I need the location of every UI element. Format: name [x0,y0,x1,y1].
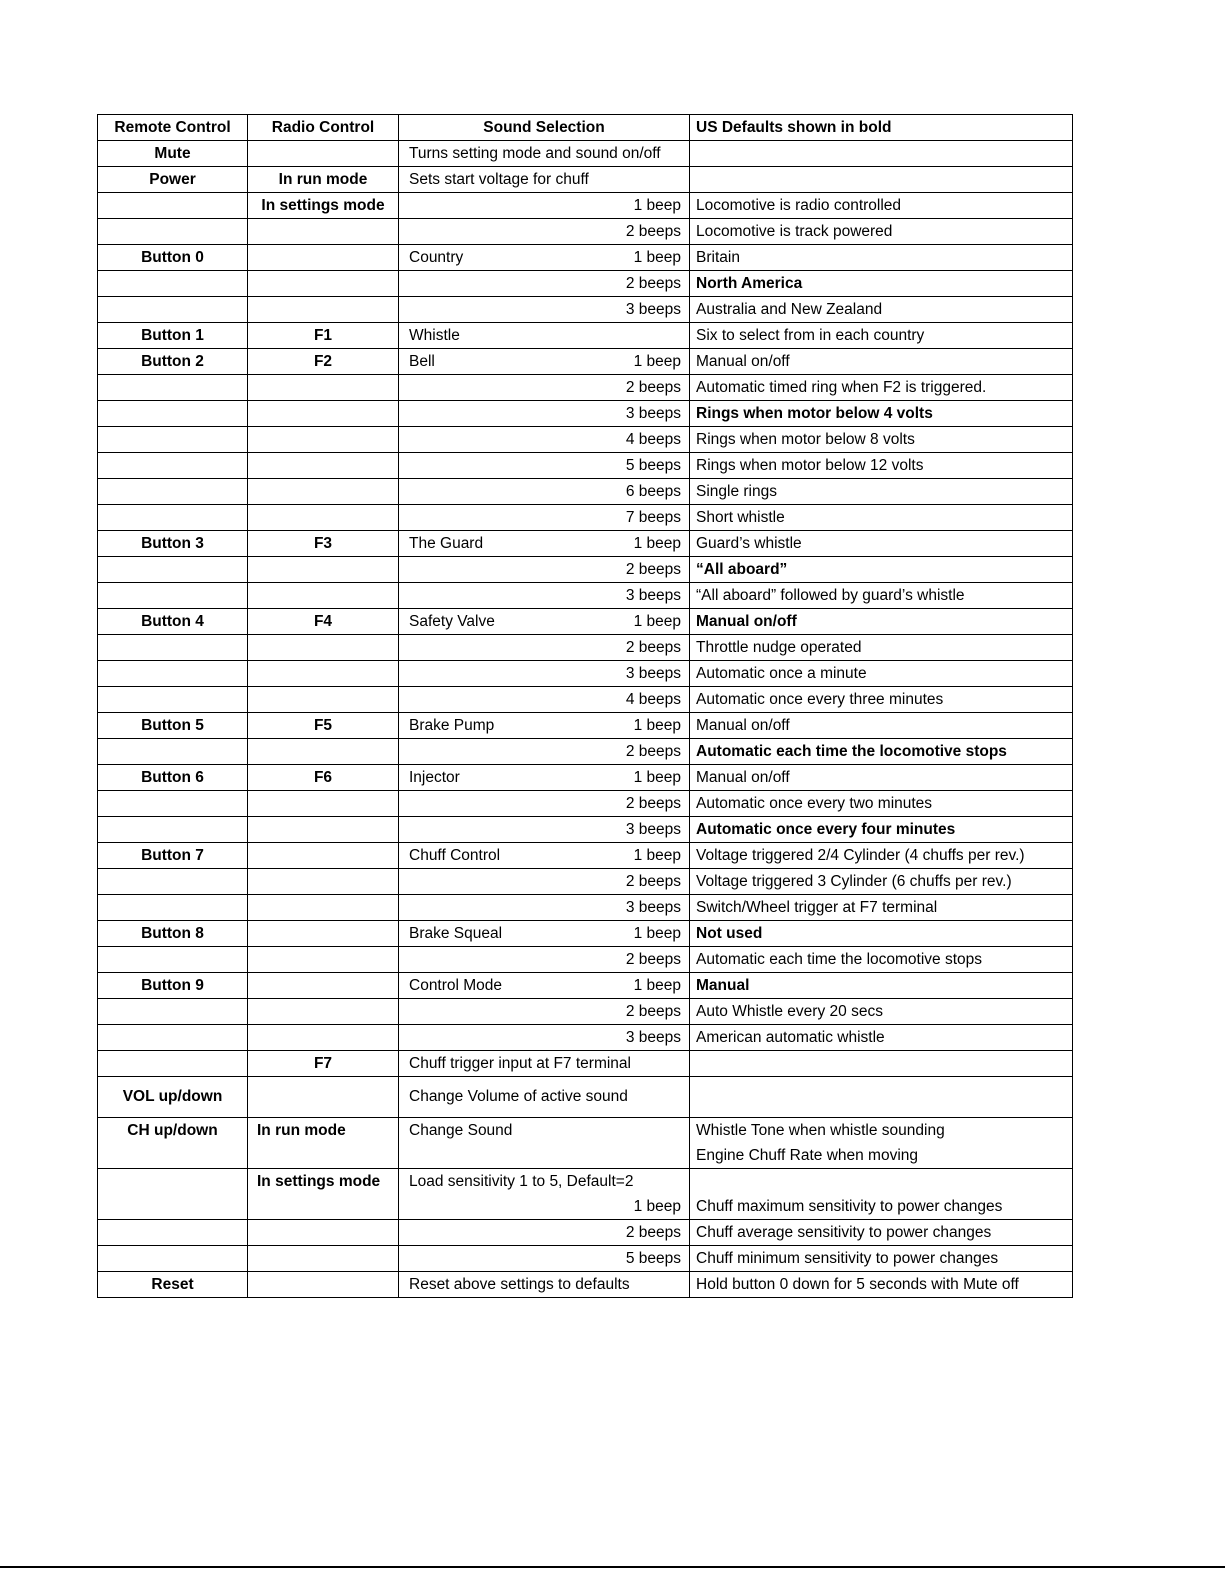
sound-selection-cell [399,739,690,765]
sound-selection-cell [399,947,690,973]
table-row [98,219,1073,245]
remote-control-cell: Button 1 [98,323,248,349]
remote-control-cell [98,1025,248,1051]
remote-control-cell [98,427,248,453]
radio-control-cell: F6 [248,765,399,791]
us-default-cell [690,1077,1073,1118]
sound-selection-cell [399,635,690,661]
sound-selection-cell [399,271,690,297]
beep-count: 4 beeps [625,691,681,708]
sound-selection-cell [399,245,690,271]
beep-count: 6 beeps [625,483,681,500]
us-default-cell: Manual on/off [690,765,1073,791]
us-default-cell: Single rings [690,479,1073,505]
radio-control-cell [248,999,399,1025]
radio-control-cell [248,427,399,453]
table-body [98,115,1073,1298]
table-row [98,947,1073,973]
remote-control-cell [98,297,248,323]
radio-control-cell [248,453,399,479]
beep-count: 2 beeps [625,873,681,890]
sound-selection-cell [399,1077,690,1118]
settings-table [97,114,1073,1298]
us-default-cell: Britain [690,245,1073,271]
radio-control-cell [248,401,399,427]
us-default-cell: Automatic once a minute [690,661,1073,687]
sound-selection-cell [399,427,690,453]
sound-selection-label: Change Volume of active sound [409,1088,628,1105]
beep-count: 3 beeps [625,1029,681,1046]
table-row [98,505,1073,531]
sound-selection-label: Brake Pump [409,717,495,734]
us-default-cell: Chuff average sensitivity to power changes [690,1220,1073,1246]
remote-control-cell: Button 7 [98,843,248,869]
sound-selection-label: Sets start voltage for chuff [409,171,589,188]
sound-selection-cell [399,895,690,921]
table-row [98,193,1073,219]
sound-selection-cell [399,973,690,999]
radio-control-cell [248,375,399,401]
table-row [98,791,1073,817]
page-bottom-rule [0,1566,1225,1568]
sound-selection-label: Turns setting mode and sound on/off [409,145,661,162]
sound-selection-label: Chuff Control [409,847,501,864]
sound-selection-cell [399,687,690,713]
sound-selection-cell [399,167,690,193]
sound-selection-cell [399,765,690,791]
us-default-cell: Manual [690,973,1073,999]
beep-count: 1 beep [633,613,681,630]
sound-selection-cell [399,1025,690,1051]
beep-count: 2 beeps [625,1224,681,1241]
beep-count: 1 beep [633,535,681,552]
remote-control-cell [98,817,248,843]
table-row [98,973,1073,999]
radio-control-cell [248,869,399,895]
table-row [98,1246,1073,1272]
us-default-line: Whistle Tone when whistle sounding [696,1122,945,1139]
remote-control-cell [98,479,248,505]
remote-control-cell [98,271,248,297]
sound-selection-label: Safety Valve [409,613,495,630]
beep-count: 1 beep [633,197,681,214]
remote-control-cell [98,895,248,921]
beep-count: 5 beeps [625,1250,681,1267]
remote-control-cell [98,219,248,245]
remote-control-cell: Button 3 [98,531,248,557]
radio-control-cell [248,1077,399,1118]
us-default-cell: North America [690,271,1073,297]
us-default-cell: Auto Whistle every 20 secs [690,999,1073,1025]
beep-count: 1 beep [633,847,681,864]
sound-selection-cell [399,999,690,1025]
sound-selection-cell [399,1246,690,1272]
header-remote-control: Remote Control [98,115,248,141]
radio-control-cell [248,1025,399,1051]
beep-count: 3 beeps [625,821,681,838]
radio-control-cell [248,141,399,167]
radio-control-cell [248,791,399,817]
table-row [98,817,1073,843]
table-row [98,661,1073,687]
radio-control-cell [248,973,399,999]
radio-control-cell: F3 [248,531,399,557]
radio-control-cell: F2 [248,349,399,375]
radio-control-cell [248,1220,399,1246]
remote-control-cell: Button 9 [98,973,248,999]
table-row [98,323,1073,349]
remote-control-cell [98,1051,248,1077]
sound-selection-cell [399,479,690,505]
table-row [98,401,1073,427]
us-default-cell: Guard’s whistle [690,531,1073,557]
us-default-cell [690,1169,1073,1220]
us-default-cell: Voltage triggered 2/4 Cylinder (4 chuffs per rev.) [690,843,1073,869]
radio-control-cell [248,505,399,531]
sound-selection-label: Change Sound [409,1122,513,1139]
sound-selection-cell [399,1118,690,1169]
us-default-cell: Automatic once every three minutes [690,687,1073,713]
us-default-cell: Automatic each time the locomotive stops [690,947,1073,973]
radio-control-cell [248,1246,399,1272]
us-default-cell: Rings when motor below 4 volts [690,401,1073,427]
sound-selection-cell [399,349,690,375]
table-row [98,479,1073,505]
radio-control-cell: F4 [248,609,399,635]
radio-control-cell [248,583,399,609]
table-row [98,869,1073,895]
table-row [98,1051,1073,1077]
beep-count: 2 beeps [625,951,681,968]
table-row [98,167,1073,193]
radio-control-cell [248,739,399,765]
radio-control-cell [248,843,399,869]
table-row [98,609,1073,635]
beep-count: 2 beeps [625,795,681,812]
remote-control-cell [98,375,248,401]
radio-control-cell: In settings mode [248,193,399,219]
sound-selection-label: The Guard [409,535,484,552]
table-row [98,557,1073,583]
radio-control-cell [248,817,399,843]
beep-count: 4 beeps [625,431,681,448]
sound-selection-cell [399,453,690,479]
table-row [98,921,1073,947]
beep-count: 2 beeps [625,379,681,396]
sound-selection-cell [399,297,690,323]
us-default-cell: Locomotive is track powered [690,219,1073,245]
sound-selection-label: Injector [409,769,460,786]
radio-control-cell [248,245,399,271]
remote-control-cell [98,193,248,219]
beep-count: 2 beeps [625,275,681,292]
us-default-cell [690,1051,1073,1077]
us-default-cell: Automatic each time the locomotive stops [690,739,1073,765]
radio-control-cell [248,297,399,323]
us-default-spacer [696,1169,1066,1194]
table-row [98,141,1073,167]
remote-control-cell [98,869,248,895]
sound-selection-cell [399,609,690,635]
sound-selection-label: Bell [409,353,435,370]
table-row [98,687,1073,713]
sound-selection-cell [399,375,690,401]
table-row [98,713,1073,739]
us-default-cell: Manual on/off [690,609,1073,635]
radio-control-cell [248,635,399,661]
remote-control-cell: VOL up/down [98,1077,248,1118]
remote-control-cell: Button 2 [98,349,248,375]
radio-control-cell [248,947,399,973]
beep-count: 2 beeps [625,1003,681,1020]
beep-count: 3 beeps [625,899,681,916]
table-row [98,1077,1073,1118]
table-row [98,531,1073,557]
remote-control-cell [98,1220,248,1246]
sound-selection-cell [399,1051,690,1077]
remote-control-cell [98,947,248,973]
remote-control-cell [98,1169,248,1220]
beep-count: 1 beep [633,977,681,994]
sound-selection-cell [399,921,690,947]
us-default-cell: Automatic once every two minutes [690,791,1073,817]
radio-control-cell [248,557,399,583]
sound-selection-cell [399,1169,690,1220]
sound-selection-cell [399,531,690,557]
sound-selection-cell [399,583,690,609]
table-row [98,1025,1073,1051]
remote-control-cell [98,505,248,531]
table-row [98,765,1073,791]
radio-control-cell [248,687,399,713]
us-default-cell: Voltage triggered 3 Cylinder (6 chuffs per rev.) [690,869,1073,895]
beep-count: 1 beep [633,717,681,734]
us-default-cell: Automatic once every four minutes [690,817,1073,843]
beep-count: 5 beeps [625,457,681,474]
sound-selection-label: Country [409,249,464,266]
table-row [98,271,1073,297]
table-row [98,453,1073,479]
us-default-cell [690,167,1073,193]
us-default-cell: Switch/Wheel trigger at F7 terminal [690,895,1073,921]
table-row [98,297,1073,323]
beep-count: 3 beeps [625,301,681,318]
sound-selection-label: Load sensitivity 1 to 5, Default=2 [409,1173,634,1190]
sound-selection-cell [399,141,690,167]
table-row [98,1118,1073,1169]
us-default-cell: Throttle nudge operated [690,635,1073,661]
sound-selection-label: Brake Squeal [409,925,503,942]
sound-selection-cell [399,323,690,349]
beep-count: 2 beeps [625,223,681,240]
us-default-cell: Rings when motor below 12 volts [690,453,1073,479]
us-default-cell: Australia and New Zealand [690,297,1073,323]
beep-count: 7 beeps [625,509,681,526]
sound-selection-cell [399,557,690,583]
us-default-cell: Rings when motor below 8 volts [690,427,1073,453]
table-row [98,1272,1073,1298]
us-default-cell [690,1118,1073,1169]
table-row [98,739,1073,765]
beep-count: 1 beep [633,925,681,942]
beep-count: 3 beeps [625,665,681,682]
table-row [98,349,1073,375]
table-header-row [98,115,1073,141]
radio-control-cell [248,271,399,297]
us-default-cell: American automatic whistle [690,1025,1073,1051]
us-default-cell: “All aboard” followed by guard’s whistle [690,583,1073,609]
remote-control-cell [98,401,248,427]
us-default-cell: Locomotive is radio controlled [690,193,1073,219]
table-row [98,635,1073,661]
sound-selection-cell [399,193,690,219]
remote-control-cell: Reset [98,1272,248,1298]
us-default-cell [690,141,1073,167]
beep-count: 3 beeps [625,587,681,604]
header-radio-control: Radio Control [248,115,399,141]
us-default-cell: Manual on/off [690,713,1073,739]
us-default-cell: Chuff minimum sensitivity to power changes [690,1246,1073,1272]
sound-selection-label: Control Mode [409,977,503,994]
radio-control-cell [248,921,399,947]
remote-control-cell: Button 4 [98,609,248,635]
remote-control-cell [98,791,248,817]
beep-count: 2 beeps [625,561,681,578]
radio-control-cell: F1 [248,323,399,349]
us-default-line: Chuff maximum sensitivity to power changes [696,1198,1003,1215]
radio-control-cell [248,1272,399,1298]
radio-control-cell [248,661,399,687]
header-sound-selection: Sound Selection [399,115,690,141]
us-default-cell: “All aboard” [690,557,1073,583]
sound-selection-cell [399,843,690,869]
sound-selection-cell [399,661,690,687]
us-default-cell: Automatic timed ring when F2 is triggered. [690,375,1073,401]
table-row [98,427,1073,453]
remote-control-cell [98,999,248,1025]
us-default-cell: Hold button 0 down for 5 seconds with Mute off [690,1272,1073,1298]
table-row [98,1169,1073,1220]
beep-count: 1 beep [633,769,681,786]
sound-selection-label: Reset above settings to defaults [409,1276,630,1293]
radio-control-cell [248,479,399,505]
header-us-defaults: US Defaults shown in bold [690,115,1073,141]
remote-control-cell: Button 8 [98,921,248,947]
sound-selection-cell [399,713,690,739]
remote-control-cell [98,557,248,583]
beep-count: 3 beeps [625,405,681,422]
table-row [98,895,1073,921]
remote-control-cell: Button 6 [98,765,248,791]
remote-control-cell: Power [98,167,248,193]
us-default-cell: Not used [690,921,1073,947]
sound-selection-label: Whistle [409,327,460,344]
remote-control-cell [98,687,248,713]
remote-control-cell: Button 0 [98,245,248,271]
radio-control-cell: F5 [248,713,399,739]
radio-control-cell: In run mode [248,167,399,193]
us-default-line: Engine Chuff Rate when moving [696,1147,919,1164]
sound-selection-cell [399,401,690,427]
sound-selection-cell [399,505,690,531]
sound-selection-cell [399,219,690,245]
radio-control-cell: In run mode [248,1118,399,1169]
sound-selection-cell [399,817,690,843]
sound-selection-cell [399,869,690,895]
us-default-cell: Short whistle [690,505,1073,531]
remote-control-cell [98,1246,248,1272]
us-default-cell: Six to select from in each country [690,323,1073,349]
remote-control-cell [98,583,248,609]
beep-count: 2 beeps [625,639,681,656]
beep-count: 1 beep [633,1198,681,1215]
table-row [98,1220,1073,1246]
remote-control-cell: CH up/down [98,1118,248,1169]
radio-control-cell [248,219,399,245]
table-row [98,375,1073,401]
sound-selection-label: Chuff trigger input at F7 terminal [409,1055,631,1072]
remote-control-cell: Mute [98,141,248,167]
radio-control-cell: F7 [248,1051,399,1077]
remote-control-cell [98,453,248,479]
beep-count: 1 beep [633,249,681,266]
us-default-cell: Manual on/off [690,349,1073,375]
remote-control-cell: Button 5 [98,713,248,739]
remote-control-cell [98,739,248,765]
remote-control-cell [98,661,248,687]
table-row [98,843,1073,869]
table-row [98,999,1073,1025]
beep-count: 2 beeps [625,743,681,760]
sound-selection-cell [399,1220,690,1246]
beep-count: 1 beep [633,353,681,370]
sound-selection-cell [399,1272,690,1298]
radio-control-cell: In settings mode [248,1169,399,1220]
table-row [98,583,1073,609]
radio-control-cell [248,895,399,921]
table-row [98,245,1073,271]
sound-selection-cell [399,791,690,817]
remote-control-cell [98,635,248,661]
